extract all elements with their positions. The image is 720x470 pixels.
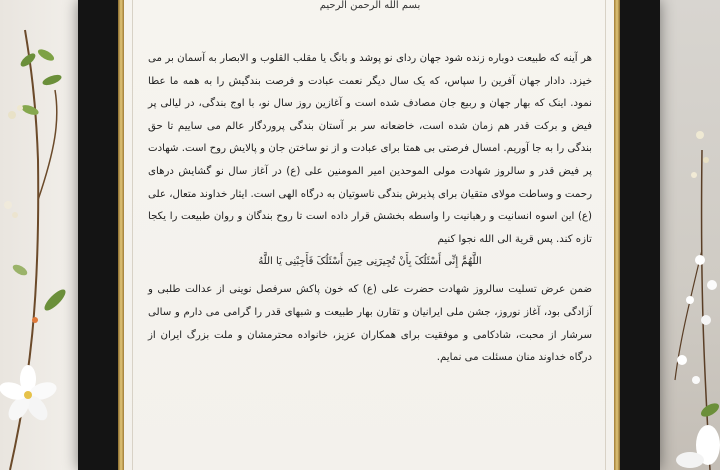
arabic-prayer: اللَّهُمَّ إِنِّی أَسْئَلُکَ بِأَنْ تُجِیرَنِی حِینَ أَسْئَلُکَ فَأَجِبْنِی یَا اللَّهُ (258, 256, 482, 268)
document-body (140, 0, 600, 470)
paragraph-1: هر آینه که طبیعت دوباره زنده شود جهان ردای نو پوشد و بانگ یا مقلب القلوب و الابصار به آسمان بر می خیزد. دادار جهان آفرین را سپاس، که یک سال دیگر نعمت عبادت و فرصت بندگیش را به همه ما عطا نمود. اینک که بهار جهان و ربیع جان مصادف شده است و آغازین روز سال نو، با اوج بندگی، در لیالی پر فیض و برکت قدر هم زمان شده است، خاضعانه سر بر آستان بندگی پروردگار عالم می ساییم تا حق بندگی را به جا آوریم. امسال فرصتی بی همتا برای عبادت و از نو ساختن جان و پالایش روح است. شهادت پر فیض قدر و سالروز شهادت مولی الموحدین امیر المومنین علی (ع) در آغاز سال نو گشایش درهای رحمت و وساطت مولای متقیان برای پذیرش بندگی ناسوتیان به درگاه الهی است. ایثار خداوند متعال، علی (ع) این اسوه انسانیت و رهبانیت را واسطه بخشش قرار داده است تا روح بندگان و روان طبیعت را یکجا تازه کند. پس قریة الی الله نجوا کنیم (148, 53, 592, 245)
paragraphs-container (148, 48, 592, 370)
basmala-heading: بسم الله الرحمن الرحیم (319, 0, 421, 11)
paragraph-2: ضمن عرض تسلیت سالروز شهادت حضرت علی (ع) که خون پاکش سرفصل نوینی از عدالت طلبی و آزادگی بود، آغاز نوروز، جشن ملی ایرانیان و تقارن بهار طبیعت و شبهای قدر را گرامی می دارم و سالی سرشار از محبت، شادکامی و موفقیت برای همکاران عزیز، خانواده محترمشان و ملت بزرگ ایران از درگاه خداوند منان مسئلت می نمایم. (148, 284, 592, 364)
frame-gold-trim-right (614, 0, 620, 470)
